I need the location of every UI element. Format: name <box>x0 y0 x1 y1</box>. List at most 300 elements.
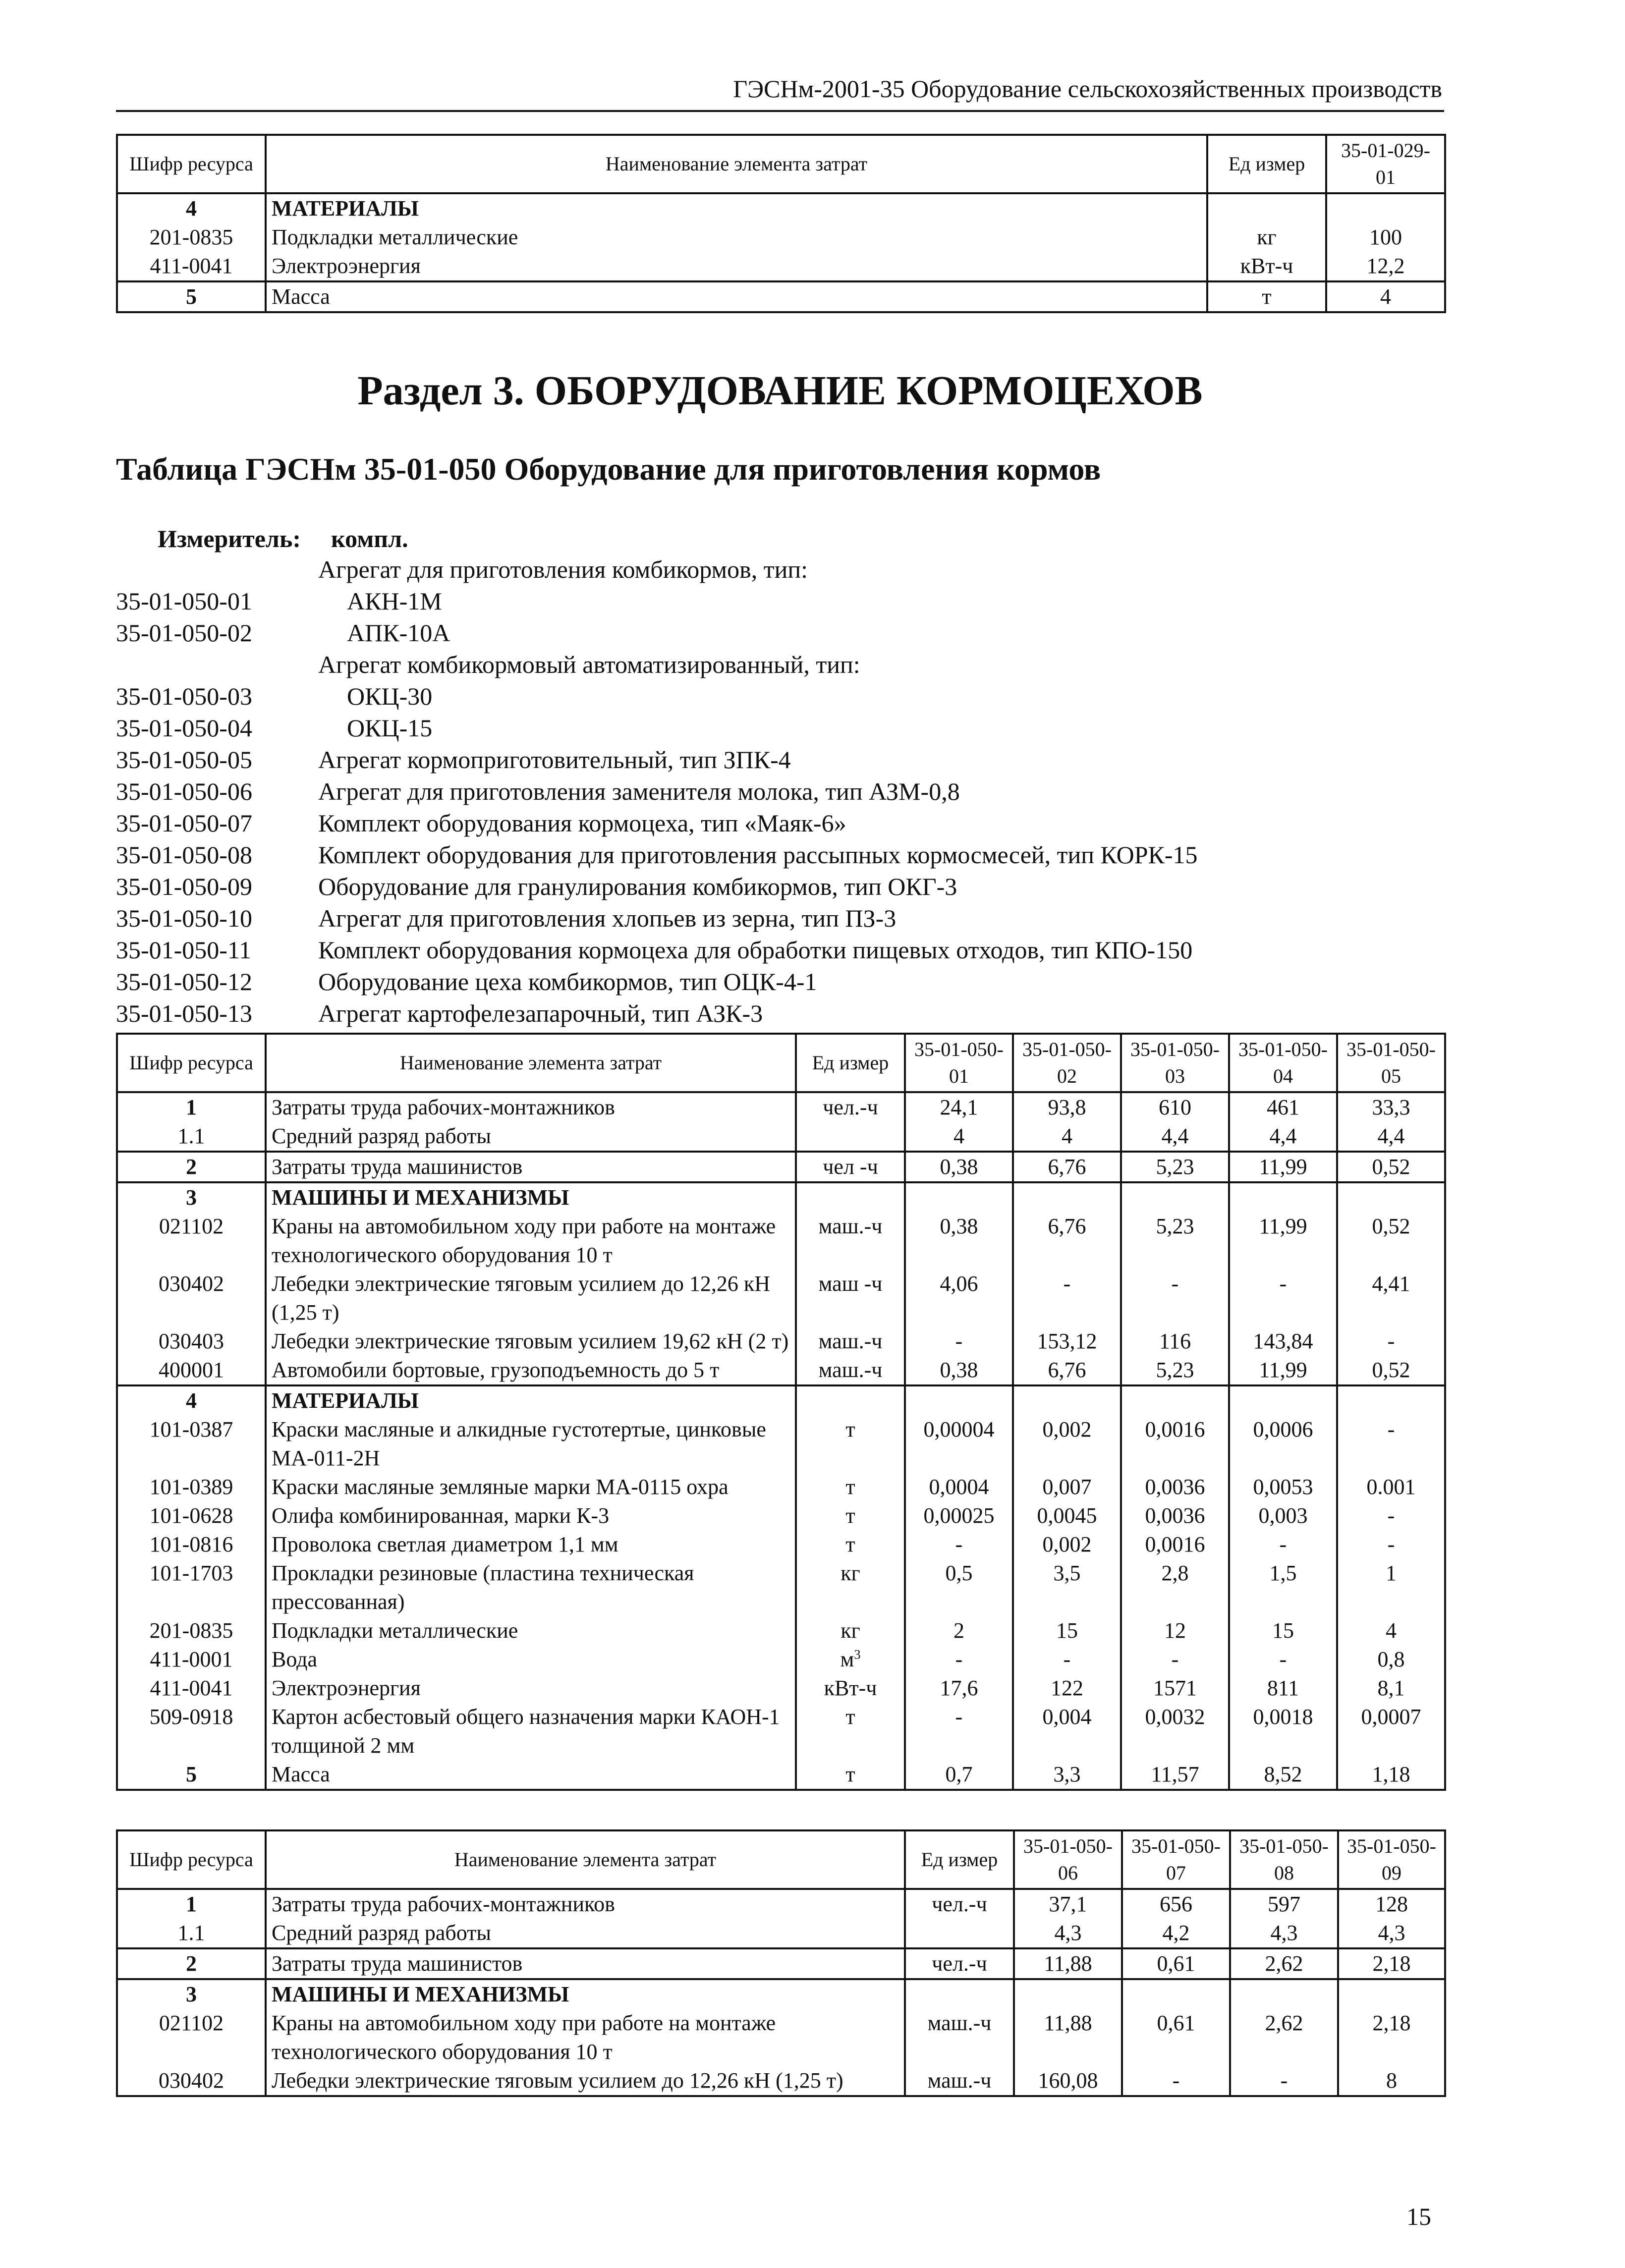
table-row <box>117 1979 1445 2009</box>
unit-text: т <box>845 1532 855 1556</box>
col-header-norm: 35-01-029-01 <box>1326 135 1445 193</box>
norm-value: 0,0053 <box>1229 1473 1337 1501</box>
norm-value: 0,7 <box>905 1760 1013 1790</box>
resource-code: 400001 <box>117 1356 266 1385</box>
resource-unit <box>796 1385 905 1415</box>
item-code: 35-01-050-12 <box>116 968 252 996</box>
item-text: Комплект оборудования для приготовления рассыпных кормосмесей, тип КОРК-15 <box>318 841 1198 869</box>
table-row <box>117 1182 1445 1212</box>
norm-value: 0,002 <box>1013 1415 1121 1473</box>
resource-name: МАТЕРИАЛЫ <box>266 193 1207 223</box>
norm-value: 0,00004 <box>905 1415 1013 1473</box>
norm-value: 12,2 <box>1326 252 1445 281</box>
norm-value: 17,6 <box>905 1674 1013 1703</box>
norm-value: 0,8 <box>1337 1645 1445 1674</box>
table-row <box>117 1212 1445 1270</box>
resource-code: 1 <box>117 1889 266 1919</box>
resource-unit <box>796 1703 905 1760</box>
table-row <box>117 1327 1445 1356</box>
unit-text: чел.-ч <box>823 1095 878 1119</box>
norm-value: 0,61 <box>1122 1948 1230 1979</box>
norm-value: 8,52 <box>1229 1760 1337 1790</box>
resource-name: Затраты труда рабочих-монтажников <box>266 1889 905 1919</box>
resource-code: 101-0389 <box>117 1473 266 1501</box>
norm-value: - <box>1337 1415 1445 1473</box>
norm-value: - <box>1121 1645 1229 1674</box>
table-row <box>117 1948 1445 1979</box>
resource-unit <box>796 1616 905 1645</box>
col-header-name: Наименование элемента затрат <box>266 1034 796 1092</box>
resource-name: Краски масляные и алкидные густотертые, цинковые МА-011-2Н <box>266 1415 796 1473</box>
col-header-norm: 35-01-050-03 <box>1121 1034 1229 1092</box>
norm-value: 0,0018 <box>1229 1703 1337 1760</box>
resource-code: 030402 <box>117 2066 266 2096</box>
item-text: Агрегат для приготовления хлопьев из зерна, тип ПЗ-3 <box>318 904 897 932</box>
table-row <box>117 1674 1445 1703</box>
item-text: Агрегат для приготовления заменителя молока, тип АЗМ-0,8 <box>318 777 960 805</box>
item-code: 35-01-050-05 <box>116 746 252 774</box>
col-header-name: Наименование элемента затрат <box>266 135 1207 193</box>
norm-value: 811 <box>1229 1674 1337 1703</box>
resource-name: Вода <box>266 1645 796 1674</box>
unit-text: т <box>845 1475 855 1499</box>
resource-code: 3 <box>117 1979 266 2009</box>
resource-name: Проволока светлая диаметром 1,1 мм <box>266 1530 796 1559</box>
unit-text: т <box>845 1705 855 1729</box>
col-header-norm: 35-01-050-06 <box>1014 1830 1122 1889</box>
unit-text: чел.-ч <box>932 1951 987 1976</box>
norm-value: 0,52 <box>1337 1356 1445 1385</box>
norm-value <box>1121 1182 1229 1212</box>
norm-value: 160,08 <box>1014 2066 1122 2096</box>
resource-code: 1.1 <box>117 1122 266 1152</box>
table-header-row <box>117 135 1445 193</box>
norm-value: 0,52 <box>1337 1152 1445 1182</box>
norm-value: 1571 <box>1121 1674 1229 1703</box>
item-text: Оборудование для гранулирования комбикормов, тип ОКГ-3 <box>318 873 957 900</box>
norm-value: 656 <box>1122 1889 1230 1919</box>
resource-name: Автомобили бортовые, грузоподъемность до 5 т <box>266 1356 796 1385</box>
norm-value: 4,3 <box>1230 1919 1338 1948</box>
norm-value: 5,23 <box>1121 1212 1229 1270</box>
unit-text: маш.-ч <box>927 2068 992 2093</box>
item-code: 35-01-050-13 <box>116 999 252 1027</box>
resource-code: 021102 <box>117 1212 266 1270</box>
item-text: Агрегат картофелезапарочный, тип АЗК-3 <box>318 999 763 1027</box>
norm-value: 0,0004 <box>905 1473 1013 1501</box>
norm-value: 0,0032 <box>1121 1703 1229 1760</box>
top-table-body <box>117 193 1445 312</box>
norm-value: 4 <box>1326 281 1445 312</box>
norm-value <box>1013 1182 1121 1212</box>
unit-superscript: 3 <box>854 1647 861 1662</box>
norm-value: 4,3 <box>1014 1919 1122 1948</box>
norm-value: 597 <box>1230 1889 1338 1919</box>
resource-name: Электроэнергия <box>266 252 1207 281</box>
norm-value: 610 <box>1121 1092 1229 1122</box>
unit-text: маш -ч <box>818 1272 883 1296</box>
table-row <box>117 1559 1445 1616</box>
resource-unit <box>796 1327 905 1356</box>
resource-name: Подкладки металлические <box>266 223 1207 252</box>
table-row <box>117 1385 1445 1415</box>
resource-unit <box>1207 252 1326 281</box>
norm-value: 461 <box>1229 1092 1337 1122</box>
resource-unit <box>1207 223 1326 252</box>
norm-value: 2,62 <box>1230 2009 1338 2066</box>
item-code: 35-01-050-09 <box>116 873 252 900</box>
norm-value <box>1338 1979 1445 2009</box>
col-header-code: Шифр ресурса <box>117 1830 266 1889</box>
table-row <box>117 2009 1445 2066</box>
resource-name: Лебедки электрические тяговым усилием до 12,26 кН (1,25 т) <box>266 1270 796 1327</box>
resource-unit <box>796 1122 905 1152</box>
norm-value: - <box>905 1645 1013 1674</box>
unit-text: маш.-ч <box>818 1214 883 1238</box>
col-header-norm: 35-01-050-09 <box>1338 1830 1445 1889</box>
section-title: Раздел 3. ОБОРУДОВАНИЕ КОРМОЦЕХОВ <box>357 368 1203 414</box>
item-code: 35-01-050-07 <box>116 809 252 837</box>
table1-body <box>117 1092 1445 1790</box>
table-header-row <box>117 1830 1445 1889</box>
resource-unit <box>796 1530 905 1559</box>
norm-value: 8 <box>1338 2066 1445 2096</box>
norm-value: 0,003 <box>1229 1501 1337 1530</box>
norm-value: - <box>1230 2066 1338 2096</box>
resource-name: Краски масляные земляные марки МА-0115 охра <box>266 1473 796 1501</box>
resource-unit <box>796 1182 905 1212</box>
table-row <box>117 1919 1445 1948</box>
norm-value: - <box>1229 1530 1337 1559</box>
norm-value: 11,88 <box>1014 2009 1122 2066</box>
resource-code: 411-0041 <box>117 252 266 281</box>
unit-text: кг <box>841 1561 860 1585</box>
unit-text: т <box>845 1503 855 1528</box>
norm-value: 0,002 <box>1013 1530 1121 1559</box>
resource-unit <box>796 1674 905 1703</box>
item-text: Комплект оборудования кормоцеха, тип «Маяк-6» <box>318 809 846 837</box>
item-code: 35-01-050-03 <box>116 682 252 710</box>
unit-text: чел.-ч <box>932 1892 987 1916</box>
item-code: 35-01-050-08 <box>116 841 252 869</box>
norm-value <box>1229 1385 1337 1415</box>
item-text: АПК-10А <box>347 619 450 647</box>
resource-name: МАТЕРИАЛЫ <box>266 1385 796 1415</box>
resource-name: Лебедки электрические тяговым усилием до 12,26 кН (1,25 т) <box>266 2066 905 2096</box>
norm-value: 5,23 <box>1121 1152 1229 1182</box>
resource-table-2 <box>116 1829 1446 2097</box>
resource-code: 101-0387 <box>117 1415 266 1473</box>
norm-value: 2,8 <box>1121 1559 1229 1616</box>
norm-value: 0.001 <box>1337 1473 1445 1501</box>
table-row <box>117 252 1445 281</box>
resource-unit <box>796 1152 905 1182</box>
col-header-norm: 35-01-050-08 <box>1230 1830 1338 1889</box>
norm-value: 11,99 <box>1229 1212 1337 1270</box>
norm-value: 24,1 <box>905 1092 1013 1122</box>
norm-value: 3,3 <box>1013 1760 1121 1790</box>
norm-value: 0,0006 <box>1229 1415 1337 1473</box>
norm-value: 3,5 <box>1013 1559 1121 1616</box>
unit-text: чел -ч <box>823 1155 878 1179</box>
item-text: Агрегат для приготовления комбикормов, тип: <box>318 555 808 583</box>
table-row <box>117 193 1445 223</box>
table-row <box>117 223 1445 252</box>
norm-value: 0,5 <box>905 1559 1013 1616</box>
table-row <box>117 1760 1445 1790</box>
norm-value <box>1013 1385 1121 1415</box>
norm-value: 0,004 <box>1013 1703 1121 1760</box>
norm-value: 2,18 <box>1338 1948 1445 1979</box>
resource-unit <box>905 2066 1014 2096</box>
resource-unit <box>796 1645 905 1674</box>
table-row <box>117 1152 1445 1182</box>
unit-text: т <box>1262 284 1272 309</box>
table-row <box>117 1473 1445 1501</box>
table-row <box>117 1501 1445 1530</box>
resource-code: 021102 <box>117 2009 266 2066</box>
resource-name: Средний разряд работы <box>266 1122 796 1152</box>
col-header-code: Шифр ресурса <box>117 1034 266 1092</box>
table-row <box>117 1270 1445 1327</box>
resource-code: 1 <box>117 1092 266 1122</box>
item-text: ОКЦ-15 <box>347 714 433 742</box>
norm-value: 1,18 <box>1337 1760 1445 1790</box>
norm-value: 1,5 <box>1229 1559 1337 1616</box>
norm-value: 153,12 <box>1013 1327 1121 1356</box>
norm-value: 15 <box>1013 1616 1121 1645</box>
col-header-unit: Ед измер <box>1207 135 1326 193</box>
norm-value: 100 <box>1326 223 1445 252</box>
norm-value: - <box>1337 1501 1445 1530</box>
resource-unit <box>905 2009 1014 2066</box>
resource-code: 101-0816 <box>117 1530 266 1559</box>
norm-value: 2 <box>905 1616 1013 1645</box>
resource-name: Олифа комбинированная, марки К-3 <box>266 1501 796 1530</box>
resource-code: 5 <box>117 1760 266 1790</box>
col-header-norm: 35-01-050-07 <box>1122 1830 1230 1889</box>
norm-value: 0,0016 <box>1121 1530 1229 1559</box>
resource-code: 030402 <box>117 1270 266 1327</box>
unit-text: кВт-ч <box>1240 254 1293 278</box>
header-rule <box>116 110 1444 112</box>
table-title: Таблица ГЭСНм 35-01-050 Оборудование для приготовления кормов <box>116 451 1101 487</box>
norm-value: 0,38 <box>905 1152 1013 1182</box>
norm-value: 0,61 <box>1122 2009 1230 2066</box>
table2-body <box>117 1889 1445 2096</box>
table-row <box>117 1356 1445 1385</box>
norm-value: 11,99 <box>1229 1152 1337 1182</box>
norm-value <box>1229 1182 1337 1212</box>
norm-value: 0,38 <box>905 1356 1013 1385</box>
resource-code: 5 <box>117 281 266 312</box>
resource-code: 201-0835 <box>117 223 266 252</box>
resource-name: Затраты труда машинистов <box>266 1152 796 1182</box>
unit-text: маш.-ч <box>818 1358 883 1382</box>
norm-value: - <box>1122 2066 1230 2096</box>
item-code: 35-01-050-10 <box>116 904 252 932</box>
unit-text: маш.-ч <box>927 2011 992 2035</box>
norm-value: 0,0007 <box>1337 1703 1445 1760</box>
item-text: Агрегат кормоприготовительный, тип ЗПК-4 <box>318 746 791 774</box>
norm-value <box>905 1385 1013 1415</box>
unit-text: кВт-ч <box>824 1676 877 1700</box>
norm-value: - <box>905 1703 1013 1760</box>
col-header-norm: 35-01-050-02 <box>1013 1034 1121 1092</box>
norm-value: - <box>905 1530 1013 1559</box>
resource-unit <box>796 1559 905 1616</box>
norm-value: 128 <box>1338 1889 1445 1919</box>
norm-value: 4,2 <box>1122 1919 1230 1948</box>
norm-value: 11,99 <box>1229 1356 1337 1385</box>
resource-code: 101-1703 <box>117 1559 266 1616</box>
item-code: 35-01-050-02 <box>116 619 252 647</box>
resource-code: 201-0835 <box>117 1616 266 1645</box>
resource-code: 1.1 <box>117 1919 266 1948</box>
table-row <box>117 2066 1445 2096</box>
norm-value: 4,3 <box>1338 1919 1445 1948</box>
norm-value: 0,0036 <box>1121 1473 1229 1501</box>
resource-name: Средний разряд работы <box>266 1919 905 1948</box>
col-header-norm: 35-01-050-05 <box>1337 1034 1445 1092</box>
resource-code: 2 <box>117 1948 266 1979</box>
norm-value: 4,06 <box>905 1270 1013 1327</box>
table-row <box>117 1092 1445 1122</box>
page-number: 15 <box>1406 2203 1431 2230</box>
measure-label: Измеритель: <box>158 525 301 553</box>
norm-value: - <box>1013 1645 1121 1674</box>
resource-code: 411-0041 <box>117 1674 266 1703</box>
item-text: Комплект оборудования кормоцеха для обработки пищевых отходов, тип КПО-150 <box>318 936 1193 964</box>
norm-value: 4,4 <box>1337 1122 1445 1152</box>
resource-unit <box>796 1270 905 1327</box>
resource-name: Затраты труда рабочих-монтажников <box>266 1092 796 1122</box>
item-text: АКН-1М <box>347 587 442 615</box>
resource-unit <box>1207 281 1326 312</box>
norm-value: - <box>1121 1270 1229 1327</box>
resource-unit <box>905 1948 1014 1979</box>
col-header-norm: 35-01-050-04 <box>1229 1034 1337 1092</box>
norm-value <box>1326 193 1445 223</box>
norm-value: 122 <box>1013 1674 1121 1703</box>
table-row <box>117 1415 1445 1473</box>
resource-unit <box>796 1415 905 1473</box>
resource-name: Масса <box>266 281 1207 312</box>
measure-value: компл. <box>331 525 408 553</box>
item-text: Оборудование цеха комбикормов, тип ОЦК-4-1 <box>318 968 817 996</box>
norm-value: 33,3 <box>1337 1092 1445 1122</box>
table-row <box>117 1889 1445 1919</box>
resource-name: Затраты труда машинистов <box>266 1948 905 1979</box>
item-code: 35-01-050-01 <box>116 587 252 615</box>
resource-unit <box>796 1501 905 1530</box>
norm-value: 0,52 <box>1337 1212 1445 1270</box>
col-header-code: Шифр ресурса <box>117 135 266 193</box>
norm-value: 4 <box>1013 1122 1121 1152</box>
resource-unit <box>796 1212 905 1270</box>
unit-text: т <box>845 1762 855 1786</box>
item-code: 35-01-050-04 <box>116 714 252 742</box>
norm-value: 5,23 <box>1121 1356 1229 1385</box>
resource-name: Краны на автомобильном ходу при работе на монтаже технологического оборудования 10 т <box>266 2009 905 2066</box>
norm-value: - <box>1337 1327 1445 1356</box>
running-header: ГЭСНм-2001-35 Оборудование сельскохозяйственных производств <box>733 75 1442 103</box>
norm-value: 37,1 <box>1014 1889 1122 1919</box>
norm-value: 12 <box>1121 1616 1229 1645</box>
resource-code: 4 <box>117 193 266 223</box>
norm-value: 116 <box>1121 1327 1229 1356</box>
item-code: 35-01-050-06 <box>116 777 252 805</box>
norm-value <box>1014 1979 1122 2009</box>
unit-text: маш.-ч <box>818 1329 883 1353</box>
resource-code: 4 <box>117 1385 266 1415</box>
norm-value: 143,84 <box>1229 1327 1337 1356</box>
norm-value <box>1230 1979 1338 2009</box>
unit-text: кг <box>841 1618 860 1643</box>
resource-name: Подкладки металлические <box>266 1616 796 1645</box>
resource-unit <box>796 1092 905 1122</box>
norm-value: 11,88 <box>1014 1948 1122 1979</box>
norm-value <box>1337 1182 1445 1212</box>
resource-table-1 <box>116 1033 1446 1791</box>
col-header-norm: 35-01-050-01 <box>905 1034 1013 1092</box>
resource-unit <box>905 1919 1014 1948</box>
norm-value: 2,18 <box>1338 2009 1445 2066</box>
resource-name: Электроэнергия <box>266 1674 796 1703</box>
norm-value: 15 <box>1229 1616 1337 1645</box>
norm-value: - <box>905 1327 1013 1356</box>
norm-value: 0,38 <box>905 1212 1013 1270</box>
norm-value <box>1121 1385 1229 1415</box>
norm-value: 0,0045 <box>1013 1501 1121 1530</box>
norm-value: - <box>1337 1530 1445 1559</box>
norm-value: 6,76 <box>1013 1356 1121 1385</box>
col-header-unit: Ед измер <box>905 1830 1014 1889</box>
norm-value: 4,41 <box>1337 1270 1445 1327</box>
norm-value: 4,4 <box>1229 1122 1337 1152</box>
resource-name: Масса <box>266 1760 796 1790</box>
col-header-name: Наименование элемента затрат <box>266 1830 905 1889</box>
resource-code: 3 <box>117 1182 266 1212</box>
resource-name: Лебедки электрические тяговым усилием 19,62 кН (2 т) <box>266 1327 796 1356</box>
table-row <box>117 1616 1445 1645</box>
norm-value: 2,62 <box>1230 1948 1338 1979</box>
norm-value: 11,57 <box>1121 1760 1229 1790</box>
table-row <box>117 1703 1445 1760</box>
resource-name: Прокладки резиновые (пластина техническая прессованная) <box>266 1559 796 1616</box>
norm-value: - <box>1013 1270 1121 1327</box>
item-code: 35-01-050-11 <box>116 936 252 964</box>
top-resource-table <box>116 134 1446 313</box>
col-header-unit: Ед измер <box>796 1034 905 1092</box>
norm-value <box>1122 1979 1230 2009</box>
norm-value: 8,1 <box>1337 1674 1445 1703</box>
table-row <box>117 1530 1445 1559</box>
resource-code: 030403 <box>117 1327 266 1356</box>
norm-value <box>1337 1385 1445 1415</box>
resource-unit <box>796 1356 905 1385</box>
norm-value <box>905 1182 1013 1212</box>
table-row <box>117 281 1445 312</box>
resource-code: 2 <box>117 1152 266 1182</box>
unit-text: м <box>840 1647 854 1671</box>
resource-code: 101-0628 <box>117 1501 266 1530</box>
item-text: ОКЦ-30 <box>347 682 433 710</box>
norm-value: 6,76 <box>1013 1152 1121 1182</box>
unit-text: кг <box>1257 225 1277 249</box>
resource-unit <box>796 1760 905 1790</box>
table-row <box>117 1122 1445 1152</box>
